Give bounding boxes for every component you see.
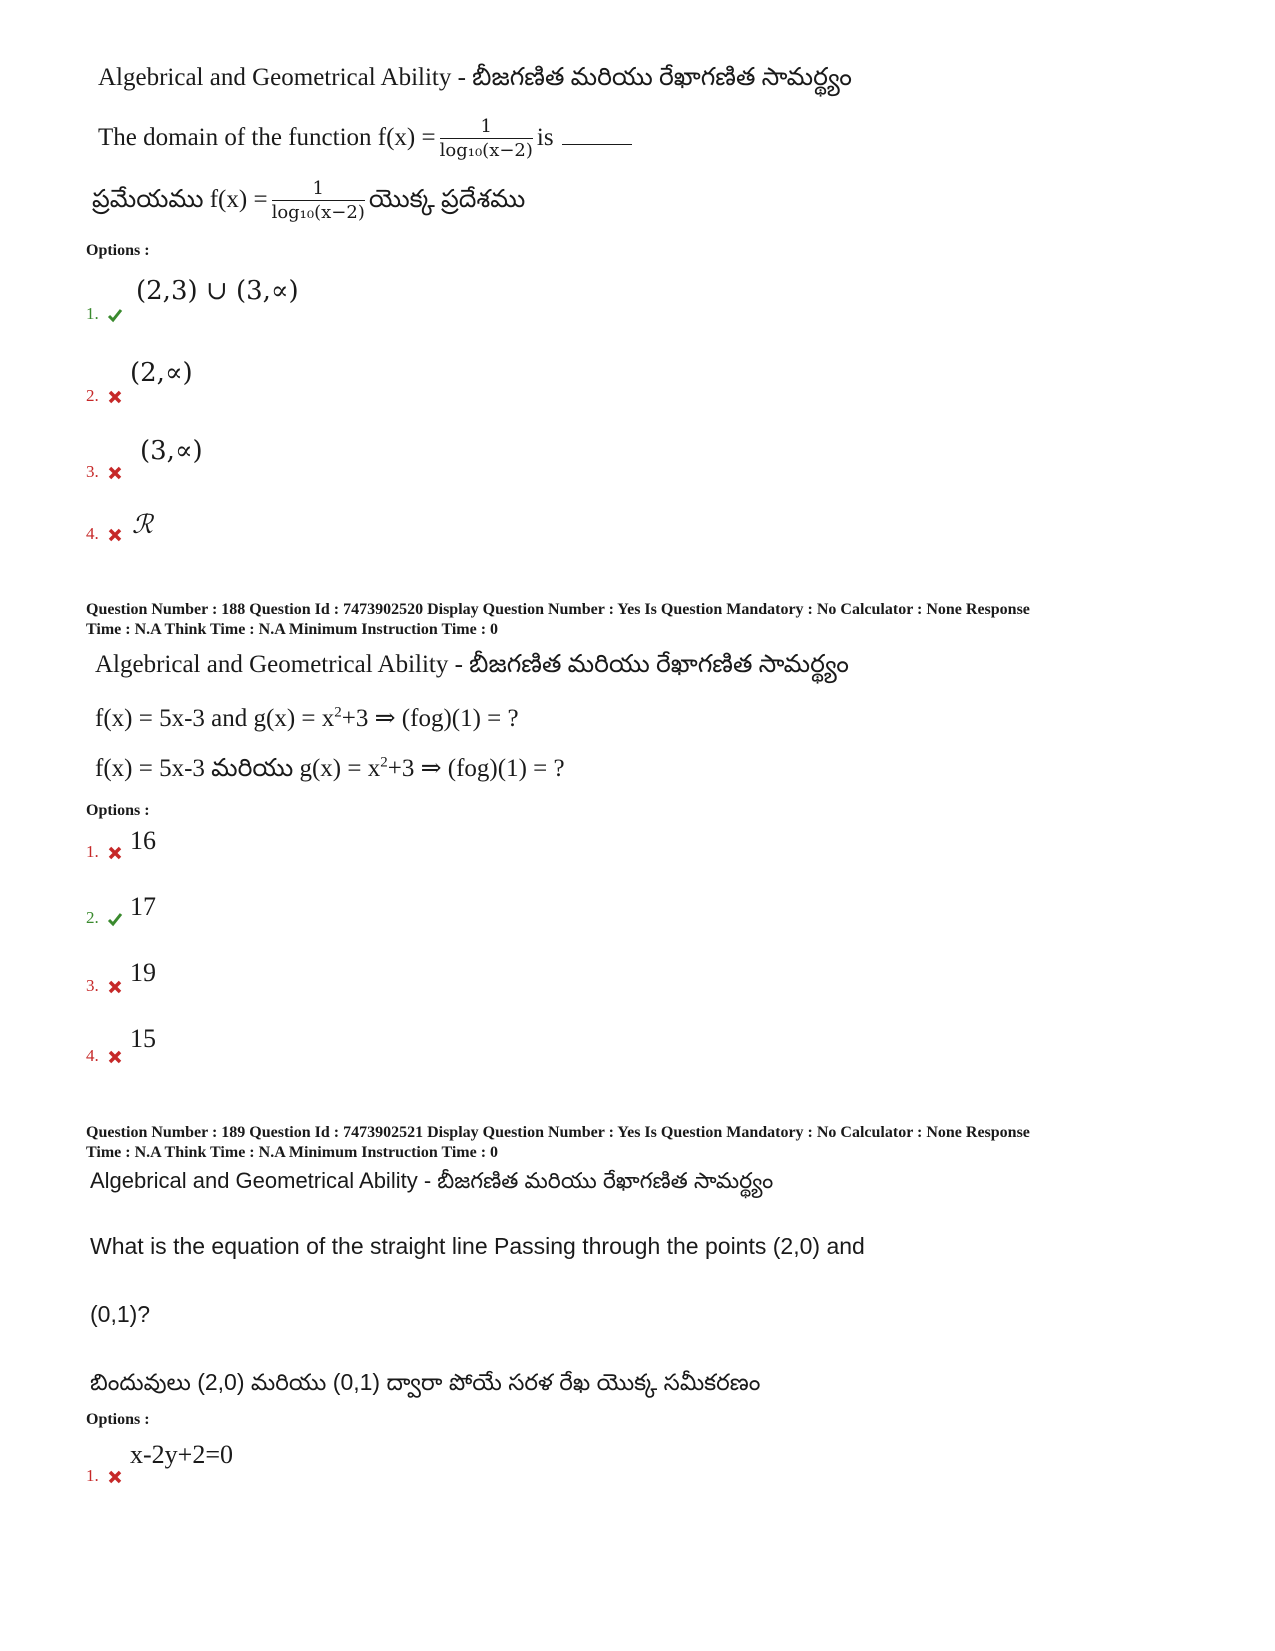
option-number: 3. — [86, 976, 99, 995]
cross-icon — [107, 527, 123, 543]
q188-options-label: Options : — [86, 802, 150, 819]
q187-fraction-te — [272, 178, 365, 225]
option-number: 3. — [86, 462, 99, 481]
q188-stem-en-b: +3 ⇒ (fog)(1) = ? — [341, 705, 519, 732]
cross-icon — [107, 465, 123, 481]
q188-stem-en-a: f(x) = 5x-3 and g(x) = x — [95, 705, 335, 732]
option-number: 4. — [86, 524, 99, 543]
q187-option-1-value: (2,3) ∪ (3,∝) — [136, 276, 299, 306]
cross-icon — [107, 1469, 123, 1485]
q187-stem-en-prefix: The domain of the function f(x) = — [98, 124, 436, 152]
q189-option-1 — [86, 1466, 123, 1486]
q188-option-3 — [86, 976, 123, 996]
option-number: 1. — [86, 304, 99, 323]
option-number: 4. — [86, 1046, 99, 1065]
q188-option-1-value: 16 — [130, 826, 156, 855]
q187-option-1 — [86, 304, 123, 324]
option-number: 1. — [86, 1466, 99, 1485]
q188-stem-te — [95, 753, 565, 789]
q189-stem-te: బిందువులు (2,0) మరియు (0,1) ద్వారా పోయే సరళ రేఖ యొక్క సమీకరణం — [90, 1369, 761, 1395]
check-icon — [107, 911, 123, 927]
q187-options-label: Options : — [86, 242, 150, 259]
q188-stem-te-a: f(x) = 5x-3 మరియు g(x) = x — [95, 755, 381, 782]
q187-stem-te — [92, 178, 525, 225]
fraction-numerator: 1 — [440, 116, 533, 139]
option-number: 1. — [86, 842, 99, 861]
q187-fraction — [440, 116, 533, 163]
q189-option-1-value: x-2y+2=0 — [130, 1440, 233, 1469]
q187-stem-en — [98, 116, 632, 163]
option-number: 2. — [86, 908, 99, 927]
q187-subject: Algebrical and Geometrical Ability - బీజగణిత మరియు రేఖాగణిత సామర్థ్యం — [98, 64, 852, 91]
q189-meta — [86, 1123, 1196, 1163]
check-icon — [107, 307, 123, 323]
q189-stem-en-line2: (0,1)? — [90, 1301, 151, 1327]
q188-meta-line1: Question Number : 188 Question Id : 7473902520 Display Question Number : Yes Is Question Mandatory : No Calculator : None Response — [86, 601, 1030, 618]
q187-option-3-value: (3,∝) — [140, 436, 203, 466]
q188-meta — [86, 600, 1196, 640]
q187-option-4 — [86, 524, 123, 544]
q188-meta-line2: Time : N.A Think Time : N.A Minimum Instruction Time : 0 — [86, 621, 499, 638]
q187-option-4-value: ℛ — [132, 510, 153, 540]
q189-meta-line1: Question Number : 189 Question Id : 7473902521 Display Question Number : Yes Is Question Mandatory : No Calculator : None Response — [86, 1124, 1030, 1141]
q189-options-label: Options : — [86, 1411, 150, 1428]
fraction-denominator: log₁₀(x−2) — [439, 140, 533, 161]
q188-option-4-value: 15 — [130, 1024, 156, 1053]
q189-stem-en-line1: What is the equation of the straight line Passing through the points (2,0) and — [90, 1233, 865, 1259]
q188-stem-en — [95, 703, 519, 733]
q189-subject: Algebrical and Geometrical Ability - బీజగణిత మరియు రేఖాగణిత సామర్థ్యం — [90, 1168, 774, 1193]
q187-stem-en-suffix: is — [536, 124, 554, 152]
fraction-numerator: 1 — [272, 178, 365, 201]
superscript: 2 — [380, 754, 388, 771]
option-number: 2. — [86, 386, 99, 405]
cross-icon — [107, 845, 123, 861]
q188-option-3-value: 19 — [130, 958, 156, 987]
q188-stem-te-b: +3 ⇒ (fog)(1) = ? — [387, 755, 565, 782]
q187-stem-te-suffix: యొక్క ప్రదేశము — [368, 186, 526, 214]
q187-option-3 — [86, 462, 123, 482]
q189-meta-line2: Time : N.A Think Time : N.A Minimum Instruction Time : 0 — [86, 1144, 499, 1161]
cross-icon — [107, 979, 123, 995]
q188-option-2-value: 17 — [130, 892, 156, 921]
cross-icon — [107, 389, 123, 405]
q187-option-2-value: (2,∝) — [130, 358, 193, 388]
superscript: 2 — [334, 704, 342, 721]
q187-stem-te-prefix: ప్రమేయము f(x) = — [92, 186, 268, 214]
q188-option-2 — [86, 908, 123, 928]
cross-icon — [107, 1049, 123, 1065]
q188-option-4 — [86, 1046, 123, 1066]
fraction-denominator: log₁₀(x−2) — [271, 202, 365, 223]
q188-subject: Algebrical and Geometrical Ability - బీజగణిత మరియు రేఖాగణిత సామర్థ్యం — [95, 651, 849, 678]
q187-option-2 — [86, 386, 123, 406]
q188-option-1 — [86, 842, 123, 862]
answer-blank — [562, 124, 632, 145]
